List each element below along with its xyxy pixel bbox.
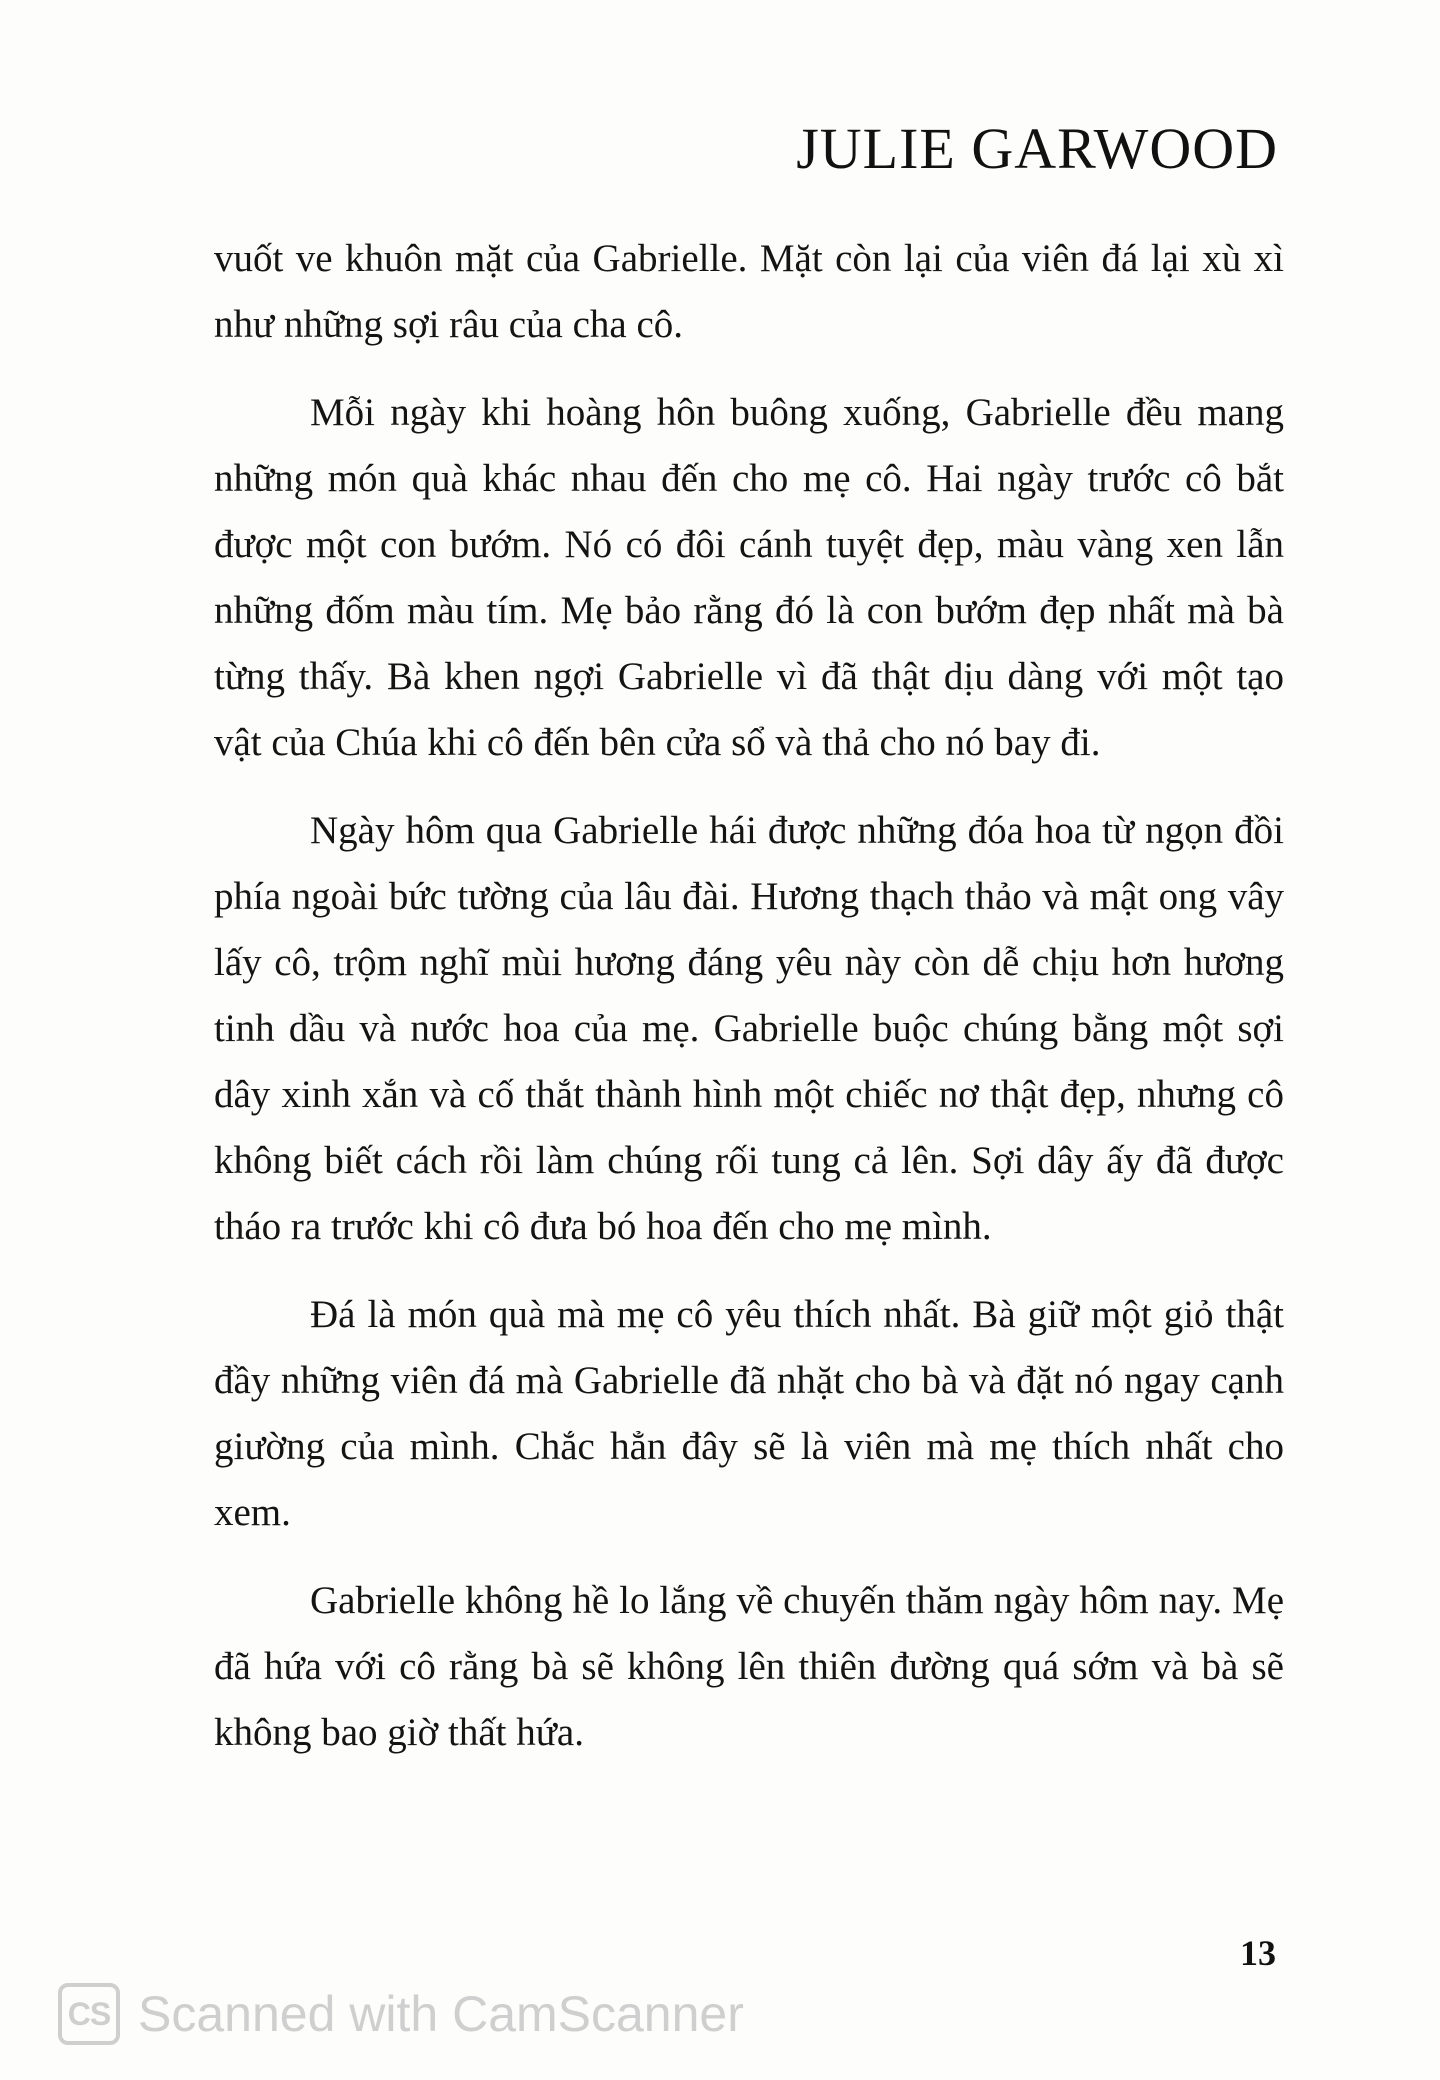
camscanner-logo-icon: CS <box>58 1983 120 2045</box>
page-number: 13 <box>1240 1933 1276 1973</box>
paragraph-5: Gabrielle không hề lo lắng về chuyến thăm ngày hôm nay. Mẹ đã hứa với cô rằng bà sẽ không lên thiên đường quá sớm và bà sẽ không bao giờ thất hứa. <box>214 1579 1284 1754</box>
paragraph-4: Đá là món quà mà mẹ cô yêu thích nhất. Bà giữ một giỏ thật đầy những viên đá mà Gabrielle đã nhặt cho bà và đặt nó ngay cạnh giường của mình. Chắc hẳn đây sẽ là viên mà mẹ thích nhất cho xem. <box>214 1293 1284 1534</box>
scanner-watermark <box>58 1983 744 2045</box>
page-text <box>214 226 1284 1788</box>
paragraph-3: Ngày hôm qua Gabrielle hái được những đóa hoa từ ngọn đồi phía ngoài bức tường của lâu đài. Hương thạch thảo và mật ong vây lấy cô, trộm nghĩ mùi hương đáng yêu này còn dễ chịu hơn hương tinh dầu và nước hoa của mẹ. Gabrielle buộc chúng bằng một sợi dây xinh xắn và cố thắt thành hình một chiếc nơ thật đẹp, nhưng cô không biết cách rồi làm chúng rối tung cả lên. Sợi dây ấy đã được tháo ra trước khi cô đưa bó hoa đến cho mẹ mình. <box>214 809 1284 1248</box>
running-header-author: JULIE GARWOOD <box>796 116 1278 181</box>
watermark-text: Scanned with CamScanner <box>138 1986 744 2042</box>
paragraph-2: Mỗi ngày khi hoàng hôn buông xuống, Gabrielle đều mang những món quà khác nhau đến cho mẹ cô. Hai ngày trước cô bắt được một con bướm. Nó có đôi cánh tuyệt đẹp, màu vàng xen lẫn những đốm màu tím. Mẹ bảo rằng đó là con bướm đẹp nhất mà bà từng thấy. Bà khen ngợi Gabrielle vì đã thật dịu dàng với một tạo vật của Chúa khi cô đến bên cửa sổ và thả cho nó bay đi. <box>214 391 1284 764</box>
paragraph-1: vuốt ve khuôn mặt của Gabrielle. Mặt còn lại của viên đá lại xù xì như những sợi râu của cha cô. <box>214 237 1284 346</box>
